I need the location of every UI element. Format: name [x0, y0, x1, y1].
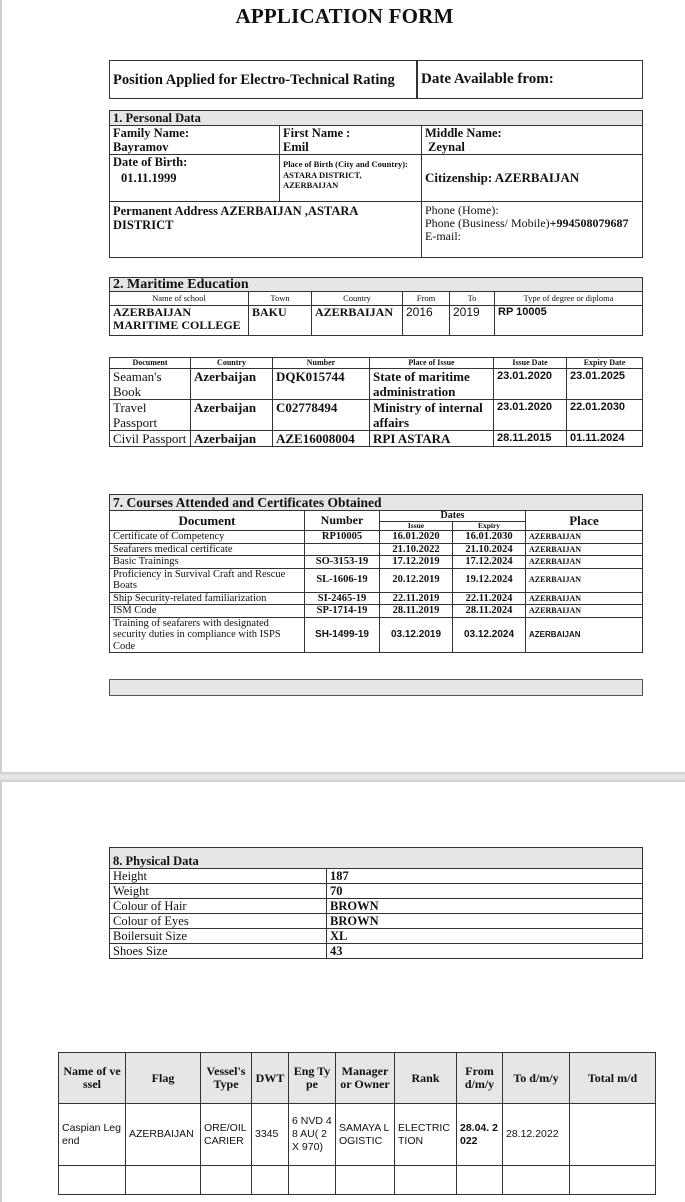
physical-label: Shoes Size — [110, 944, 327, 959]
doc-expiry: 22.01.2030 — [567, 400, 643, 431]
course-place: AZERBAIJAN — [526, 556, 643, 569]
education-row — [110, 306, 643, 336]
physical-row — [110, 944, 643, 959]
section-title-physical: 8. Physical Data — [110, 848, 643, 869]
sea-cell-1: AZERBAIJAN — [126, 1104, 201, 1166]
dob-label: Date of Birth: — [113, 155, 188, 169]
course-place: AZERBAIJAN — [526, 568, 643, 592]
course-row — [110, 568, 643, 592]
sea-cell-2: ORE/OIL CARIER — [201, 1104, 252, 1166]
course-document: Proficiency in Survival Craft and Rescue Boats — [110, 568, 305, 592]
sea-cell-4 — [289, 1166, 336, 1195]
sea-cell-4: 6 NVD 48 AU( 2 X 970) — [289, 1104, 336, 1166]
edu-header-country: Country — [312, 292, 403, 306]
family-name-cell — [110, 126, 280, 155]
course-header-expiry: Expiry — [453, 522, 526, 531]
course-place: AZERBAIJAN — [526, 543, 643, 556]
sea-cell-8 — [503, 1166, 570, 1195]
physical-value: 187 — [327, 869, 643, 884]
course-document: ISM Code — [110, 605, 305, 618]
edu-to: 2019 — [450, 306, 495, 336]
address-label: Permanent Address — [113, 204, 218, 218]
course-expiry: 03.12.2024 — [453, 617, 526, 653]
course-number: SI-2465-19 — [305, 592, 380, 605]
sea-service-row — [59, 1166, 656, 1195]
physical-label: Boilersuit Size — [110, 929, 327, 944]
sea-header-6: Rank — [395, 1053, 457, 1104]
sea-header-1: Flag — [126, 1053, 201, 1104]
doc-number: DQK015744 — [273, 369, 370, 400]
first-name-cell — [280, 126, 422, 155]
course-number: SO-3153-19 — [305, 556, 380, 569]
course-place: AZERBAIJAN — [526, 531, 643, 544]
pob-cell — [280, 155, 422, 202]
course-issue: 21.10.2022 — [380, 543, 453, 556]
course-header-dates: Dates — [380, 511, 526, 522]
courses-table — [109, 494, 643, 653]
first-name-label: First Name : — [283, 126, 351, 140]
edu-header-town: Town — [249, 292, 312, 306]
course-document: Training of seafarers with designated security duties in compliance with ISPS Code — [110, 617, 305, 653]
edu-town: BAKU — [249, 306, 312, 336]
education-table — [109, 277, 643, 336]
page-separator — [0, 772, 685, 782]
course-issue: 03.12.2019 — [380, 617, 453, 653]
physical-value: BROWN — [327, 899, 643, 914]
edu-degree: RP 10005 — [495, 306, 643, 336]
sea-cell-5: SAMAYA LOGISTIC — [336, 1104, 395, 1166]
pob-value: ASTARA DISTRICT, AZERBAIJAN — [283, 169, 362, 190]
date-available-label: Date Available from: — [417, 61, 643, 99]
course-row — [110, 592, 643, 605]
sea-cell-7: 28.04. 2022 — [457, 1104, 503, 1166]
citizenship-value: AZERBAIJAN — [494, 170, 580, 185]
course-header-number: Number — [305, 511, 380, 531]
physical-value: 43 — [327, 944, 643, 959]
sea-service-table — [58, 1052, 656, 1195]
sea-header-2: Vessel's Type — [201, 1053, 252, 1104]
section-title-courses: 7. Courses Attended and Certificates Obtained — [110, 495, 643, 511]
course-place: AZERBAIJAN — [526, 617, 643, 653]
physical-label: Colour of Eyes — [110, 914, 327, 929]
personal-data-table — [109, 110, 643, 258]
course-header-issue: Issue — [380, 522, 453, 531]
dob-cell — [110, 155, 280, 202]
sea-cell-3: 3345 — [252, 1104, 289, 1166]
course-number: SP-1714-19 — [305, 605, 380, 618]
doc-place: Ministry of internal affairs — [370, 400, 494, 431]
physical-row — [110, 914, 643, 929]
sea-cell-0 — [59, 1166, 126, 1195]
physical-data-table — [109, 847, 643, 959]
doc-name: Seaman's Book — [110, 369, 191, 400]
first-name-value: Emil — [283, 140, 309, 154]
sea-header-5: Manager or Owner — [336, 1053, 395, 1104]
family-name-label: Family Name: — [113, 126, 190, 140]
course-expiry: 22.11.2024 — [453, 592, 526, 605]
page-2 — [0, 782, 685, 1202]
course-number: SH-1499-19 — [305, 617, 380, 653]
sea-cell-9 — [570, 1104, 656, 1166]
edu-country: AZERBAIJAN — [312, 306, 403, 336]
contact-cell — [422, 202, 643, 258]
course-place: AZERBAIJAN — [526, 592, 643, 605]
course-number: SL-1606-19 — [305, 568, 380, 592]
course-issue: 16.01.2020 — [380, 531, 453, 544]
physical-row — [110, 884, 643, 899]
middle-name-cell — [422, 126, 643, 155]
course-row — [110, 605, 643, 618]
doc-issue: 28.11.2015 — [494, 431, 567, 447]
doc-header-document: Document — [110, 358, 191, 369]
doc-header-place: Place of Issue — [370, 358, 494, 369]
doc-number: C02778494 — [273, 400, 370, 431]
course-document: Seafarers medical certificate — [110, 543, 305, 556]
sea-header-0: Name of vessel — [59, 1053, 126, 1104]
doc-country: Azerbaijan — [191, 369, 273, 400]
course-issue: 20.12.2019 — [380, 568, 453, 592]
physical-value: XL — [327, 929, 643, 944]
doc-issue: 23.01.2020 — [494, 369, 567, 400]
physical-row — [110, 899, 643, 914]
section-title-education: 2. Maritime Education — [110, 278, 643, 292]
sea-header-8: To d/m/y — [503, 1053, 570, 1104]
sea-cell-1 — [126, 1166, 201, 1195]
address-value: AZERBAIJAN ,ASTARA DISTRICT — [113, 204, 358, 232]
course-document: Basic Trainings — [110, 556, 305, 569]
edu-header-school: Name of school — [110, 292, 249, 306]
course-number: RP10005 — [305, 531, 380, 544]
sea-cell-9 — [570, 1166, 656, 1195]
course-expiry: 16.01.2030 — [453, 531, 526, 544]
document-row — [110, 431, 643, 447]
course-header-place: Place — [526, 511, 643, 531]
phone-business-label: Phone (Business/ Mobile) — [425, 216, 550, 230]
doc-header-country: Country — [191, 358, 273, 369]
dob-value: 01.11.1999 — [121, 171, 177, 185]
doc-issue: 23.01.2020 — [494, 400, 567, 431]
edu-from: 2016 — [403, 306, 450, 336]
doc-expiry: 23.01.2025 — [567, 369, 643, 400]
sea-cell-7 — [457, 1166, 503, 1195]
sea-header-4: Eng Type — [289, 1053, 336, 1104]
sea-cell-5 — [336, 1166, 395, 1195]
course-expiry: 28.11.2024 — [453, 605, 526, 618]
documents-table — [109, 357, 643, 447]
edu-header-to: To — [450, 292, 495, 306]
course-expiry: 21.10.2024 — [453, 543, 526, 556]
course-row — [110, 543, 643, 556]
course-document: Ship Security-related familiarization — [110, 592, 305, 605]
document-row — [110, 369, 643, 400]
course-document: Certificate of Competency — [110, 531, 305, 544]
form-title: APPLICATION FORM — [235, 4, 454, 28]
course-place: AZERBAIJAN — [526, 605, 643, 618]
middle-name-value: Zeynal — [428, 140, 465, 154]
sea-cell-2 — [201, 1166, 252, 1195]
sea-cell-8: 28.12.2022 — [503, 1104, 570, 1166]
doc-name: Civil Passport — [110, 431, 191, 447]
course-issue: 28.11.2019 — [380, 605, 453, 618]
physical-label: Height — [110, 869, 327, 884]
course-row — [110, 617, 643, 653]
doc-place: RPI ASTARA — [370, 431, 494, 447]
course-expiry: 19.12.2024 — [453, 568, 526, 592]
citizenship-label: Citizenship: — [425, 170, 493, 185]
doc-header-issue: Issue Date — [494, 358, 567, 369]
physical-value: BROWN — [327, 914, 643, 929]
physical-value: 70 — [327, 884, 643, 899]
middle-name-label: Middle Name: — [425, 126, 502, 140]
edu-school: AZERBAIJAN MARITIME COLLEGE — [110, 306, 249, 336]
course-header-document: Document — [110, 511, 305, 531]
physical-label: Weight — [110, 884, 327, 899]
doc-name: Travel Passport — [110, 400, 191, 431]
position-table — [109, 60, 643, 99]
phone-business-value: +994508079687 — [549, 216, 629, 230]
course-row — [110, 531, 643, 544]
doc-country: Azerbaijan — [191, 400, 273, 431]
sea-cell-3 — [252, 1166, 289, 1195]
course-expiry: 17.12.2024 — [453, 556, 526, 569]
sea-cell-6: ELECTRICTION — [395, 1104, 457, 1166]
citizenship-cell — [422, 155, 643, 202]
email-label: E-mail: — [425, 229, 461, 243]
physical-row — [110, 929, 643, 944]
sea-header-7: From d/m/y — [457, 1053, 503, 1104]
phone-home-label: Phone (Home): — [425, 203, 499, 217]
sea-header-3: DWT — [252, 1053, 289, 1104]
physical-label: Colour of Hair — [110, 899, 327, 914]
doc-header-expiry: Expiry Date — [567, 358, 643, 369]
sea-service-row — [59, 1104, 656, 1166]
sea-cell-0: Caspian Legend — [59, 1104, 126, 1166]
course-row — [110, 556, 643, 569]
doc-number: AZE16008004 — [273, 431, 370, 447]
pob-label: Place of Birth (City and Country): — [283, 159, 408, 169]
section-title-personal: 1. Personal Data — [110, 111, 643, 126]
empty-section-bar — [109, 679, 643, 696]
edu-header-from: From — [403, 292, 450, 306]
course-number — [305, 543, 380, 556]
doc-place: State of maritime administration — [370, 369, 494, 400]
edu-header-degree: Type of degree or diploma — [495, 292, 643, 306]
position-applied: Position Applied for Electro-Technical Rating — [110, 61, 418, 99]
document-row — [110, 400, 643, 431]
physical-row — [110, 869, 643, 884]
sea-header-9: Total m/d — [570, 1053, 656, 1104]
doc-country: Azerbaijan — [191, 431, 273, 447]
course-issue: 17.12.2019 — [380, 556, 453, 569]
doc-expiry: 01.11.2024 — [567, 431, 643, 447]
course-issue: 22.11.2019 — [380, 592, 453, 605]
family-name-value: Bayramov — [113, 140, 169, 154]
sea-cell-6 — [395, 1166, 457, 1195]
address-cell — [110, 202, 422, 258]
doc-header-number: Number — [273, 358, 370, 369]
